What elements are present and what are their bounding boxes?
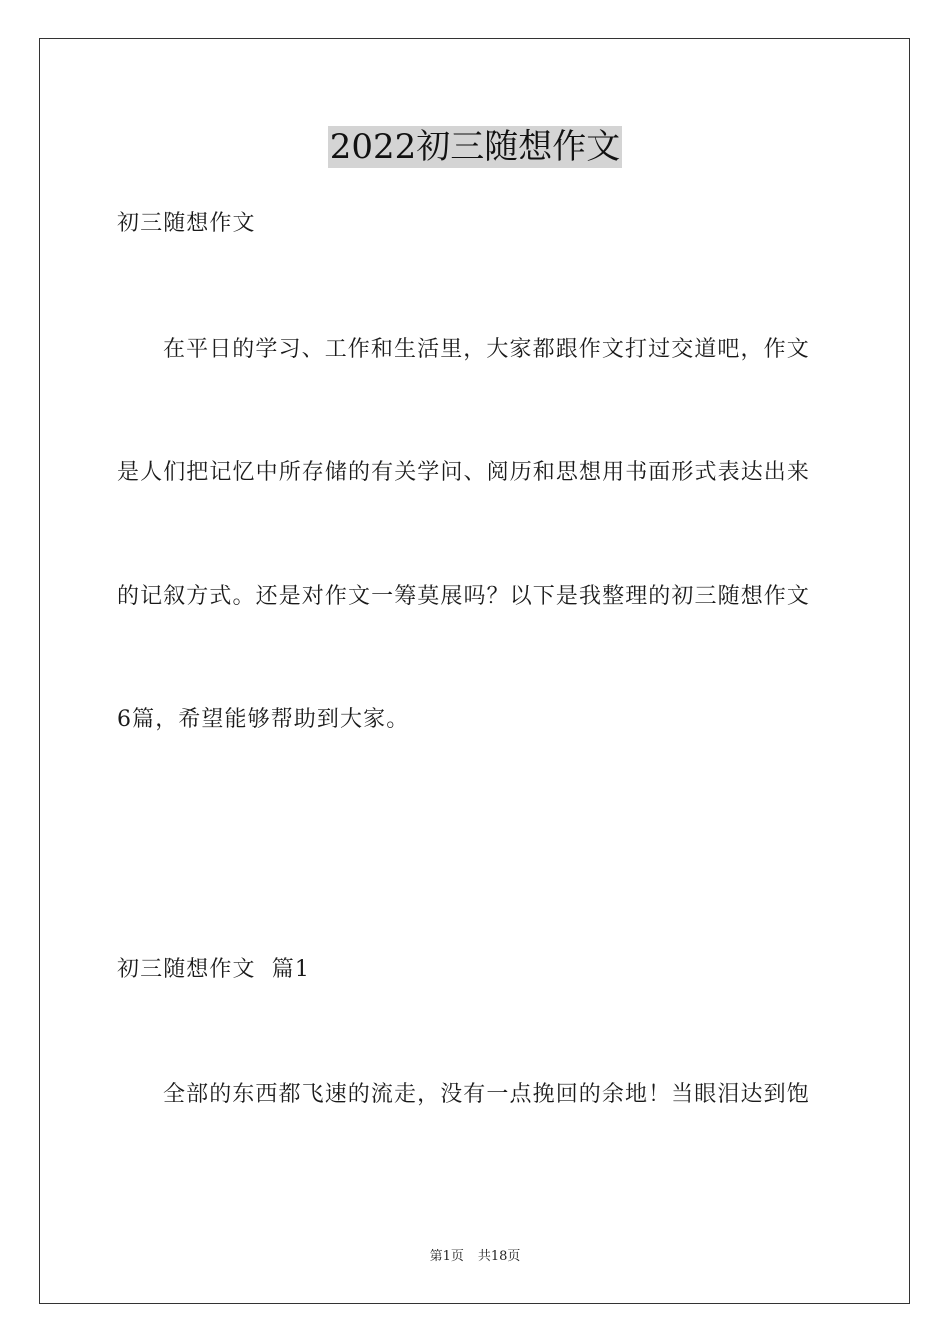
intro-line: 6篇，希望能够帮助到大家。 <box>117 707 410 732</box>
intro-line: 的记叙方式。还是对作文一筹莫展吗？以下是我整理的初三随想作文 <box>117 584 811 609</box>
document-subtitle: 初三随想作文 <box>117 211 256 236</box>
section-heading: 初三随想作文 篇1 <box>117 957 310 982</box>
page-number: 第1页 <box>429 1249 464 1264</box>
intro-line: 在平日的学习、工作和生活里，大家都跟作文打过交道吧，作文 <box>163 337 810 362</box>
page-footer <box>0 1248 950 1266</box>
page-total: 共18页 <box>477 1249 521 1264</box>
intro-line: 是人们把记忆中所存储的有关学问、阅历和思想用书面形式表达出来 <box>117 460 811 485</box>
title-container <box>0 126 950 168</box>
section-line: 全部的东西都飞速的流走，没有一点挽回的余地！当眼泪达到饱 <box>163 1082 810 1107</box>
document-title: 2022初三随想作文 <box>329 127 621 167</box>
